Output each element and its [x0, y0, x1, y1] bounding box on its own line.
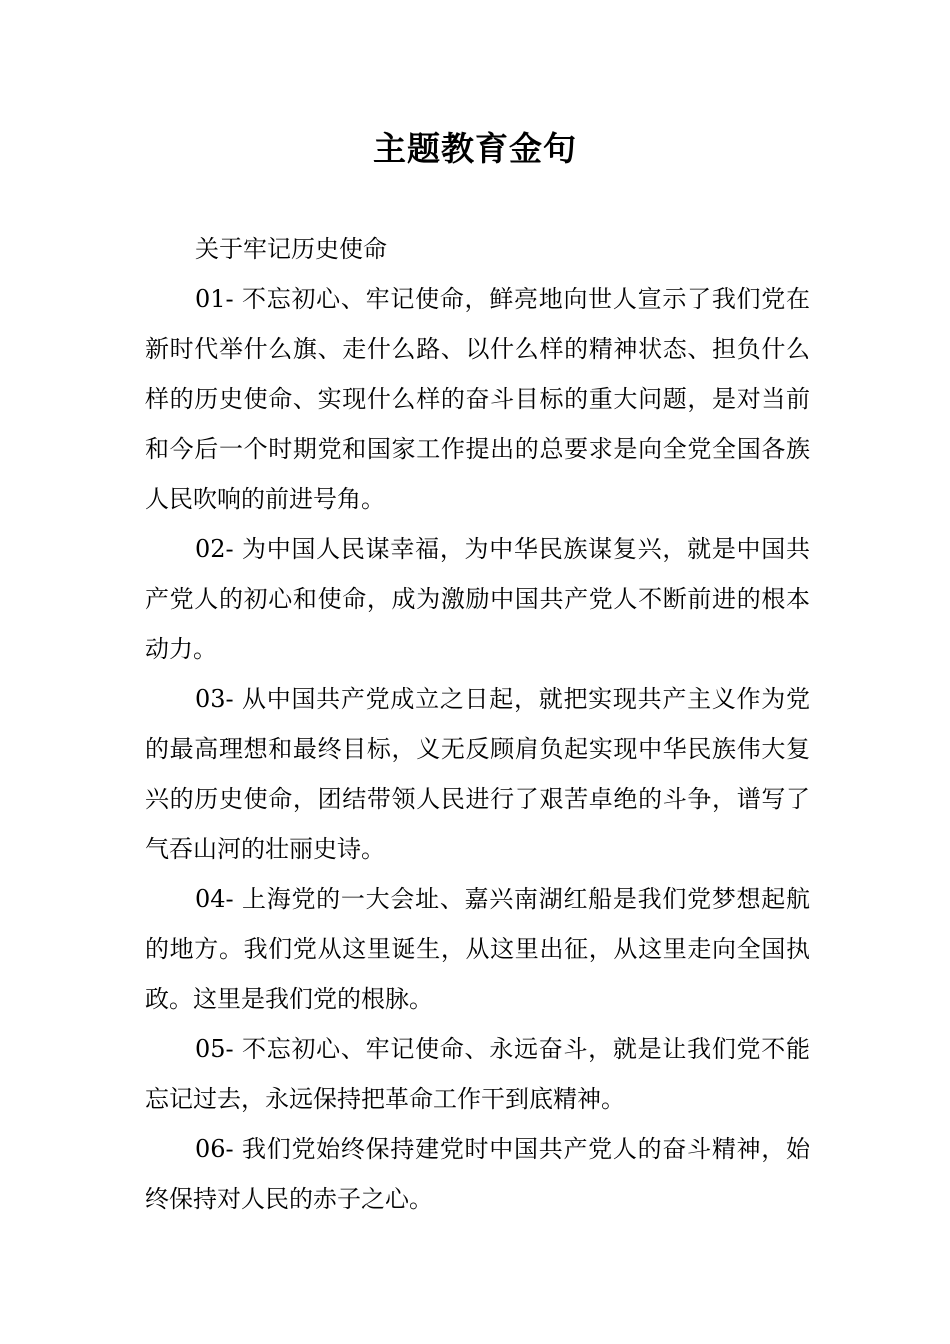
paragraph-04: 04- 上海党的一大会址、嘉兴南湖红船是我们党梦想起航的地方。我们党从这里诞生，从这里出征，从这里走向全国执政。这里是我们党的根脉。 — [145, 885, 810, 1013]
paragraph-01: 01- 不忘初心、牢记使命，鲜亮地向世人宣示了我们党在新时代举什么旗、走什么路、以什么样的精神状态、担负什么样的历史使命、实现什么样的奋斗目标的重大问题，是对当前和今后一个时期党和国家工作提出的总要求是向全党全国各族人民吹响的前进号角。 — [145, 285, 810, 513]
paragraph-03: 03- 从中国共产党成立之日起，就把实现共产主义作为党的最高理想和最终目标，义无反顾肩负起实现中华民族伟大复兴的历史使命，团结带领人民进行了艰苦卓绝的斗争，谱写了气吞山河的壮丽史诗。 — [145, 685, 810, 863]
paragraph-05: 05- 不忘初心、牢记使命、永远奋斗，就是让我们党不能忘记过去，永远保持把革命工作干到底精神。 — [145, 1035, 810, 1113]
document-body — [145, 224, 810, 1224]
section-heading: 关于牢记历史使命 — [195, 235, 387, 263]
document-title: 主题教育金句 — [373, 129, 577, 168]
paragraph-02: 02- 为中国人民谋幸福，为中华民族谋复兴，就是中国共产党人的初心和使命，成为激励中国共产党人不断前进的根本动力。 — [145, 535, 810, 663]
paragraph-06: 06- 我们党始终保持建党时中国共产党人的奋斗精神，始终保持对人民的赤子之心。 — [145, 1135, 810, 1213]
